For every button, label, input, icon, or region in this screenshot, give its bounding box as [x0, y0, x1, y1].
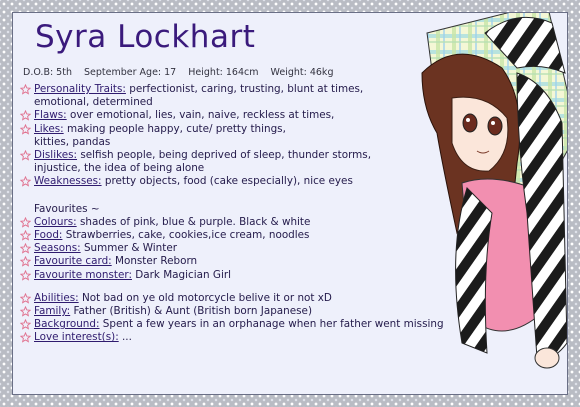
item-text: Spent a few years in an orphanage when her father went missing	[99, 318, 444, 331]
item-text: over emotional, lies, vain, naive, reckless at times,	[66, 109, 335, 122]
list-item	[20, 331, 400, 344]
star-icon	[20, 243, 31, 254]
item-text: Father (British) & Aunt (British born Japanese)	[70, 305, 312, 318]
item-label: Flaws:	[34, 109, 67, 122]
item-text: perfectionist, caring, trusting, blunt at times,	[125, 83, 364, 95]
item-text: Strawberries, cake, cookies,ice cream, noodles	[62, 229, 310, 242]
star-icon	[20, 150, 31, 161]
list-item	[20, 292, 400, 305]
dob-line	[23, 67, 342, 78]
item-label: Abilities:	[34, 291, 79, 304]
item-label: Likes:	[34, 122, 64, 135]
star-icon	[20, 256, 31, 267]
item-text: Monster Reborn	[111, 255, 198, 268]
item-label: Favourite card:	[34, 255, 112, 268]
list-item	[20, 242, 400, 255]
list-item	[20, 269, 400, 282]
star-icon	[20, 332, 31, 343]
item-text: Summer & Winter	[80, 242, 177, 255]
item-label: Colours:	[34, 215, 77, 228]
item-label: Love interest(s):	[34, 331, 119, 344]
item-text: selfish people, being deprived of sleep, thunder storms,	[77, 149, 372, 162]
list-item	[20, 229, 400, 242]
list-item	[20, 123, 400, 136]
list-item	[20, 216, 400, 229]
item-label: Seasons:	[34, 242, 81, 255]
item-continuation: injustice, the idea of being alone	[34, 162, 205, 175]
item-text: Dark Magician Girl	[131, 268, 231, 281]
item-continuation: kitties, pandas	[34, 135, 111, 148]
item-label: Food:	[34, 229, 63, 242]
favourites-section	[20, 216, 400, 282]
star-icon	[20, 176, 31, 187]
item-label: Background:	[34, 318, 100, 331]
list-item	[20, 175, 400, 188]
star-icon	[20, 319, 31, 330]
item-label: Favourite monster:	[34, 268, 132, 281]
list-item	[20, 305, 400, 318]
favourites-heading: Favourites ~	[34, 202, 100, 215]
list-item	[20, 83, 400, 96]
item-text: pretty objects, food (cake especially), nice eyes	[101, 175, 353, 188]
star-icon	[20, 270, 31, 281]
list-item	[20, 318, 444, 331]
star-icon	[20, 124, 31, 135]
dob-field: D.O.B: 5th	[23, 67, 72, 78]
item-text: making people happy, cute/ pretty things,	[63, 122, 286, 135]
star-icon	[20, 306, 31, 317]
list-item	[20, 149, 400, 162]
item-text: Not bad on ye old motorcycle belive it or not xD	[78, 291, 332, 304]
spacer	[20, 282, 400, 292]
star-icon	[20, 84, 31, 95]
item-label: Personality Traits:	[34, 83, 126, 95]
star-icon	[20, 217, 31, 228]
character-name: Syra Lockhart	[35, 19, 256, 55]
star-icon	[20, 293, 31, 304]
item-label: Dislikes:	[34, 149, 78, 162]
star-icon	[20, 110, 31, 121]
list-item	[20, 255, 400, 268]
traits-section	[20, 83, 400, 189]
weight-field: Weight: 46kg	[270, 67, 334, 78]
item-text: shades of pink, blue & purple. Black & white	[76, 215, 311, 228]
item-text: ...	[118, 331, 132, 344]
age-field: September Age: 17	[84, 67, 177, 78]
height-field: Height: 164cm	[188, 67, 259, 78]
profile-card	[12, 12, 568, 395]
list-item	[20, 109, 400, 122]
item-label: Family:	[34, 305, 71, 318]
profile-list	[20, 83, 444, 345]
spacer	[20, 189, 400, 203]
star-icon	[20, 230, 31, 241]
character-illustration	[367, 13, 567, 395]
item-label: Weaknesses:	[34, 175, 102, 188]
other-section	[20, 291, 444, 345]
item-continuation: emotional, determined	[34, 96, 153, 109]
